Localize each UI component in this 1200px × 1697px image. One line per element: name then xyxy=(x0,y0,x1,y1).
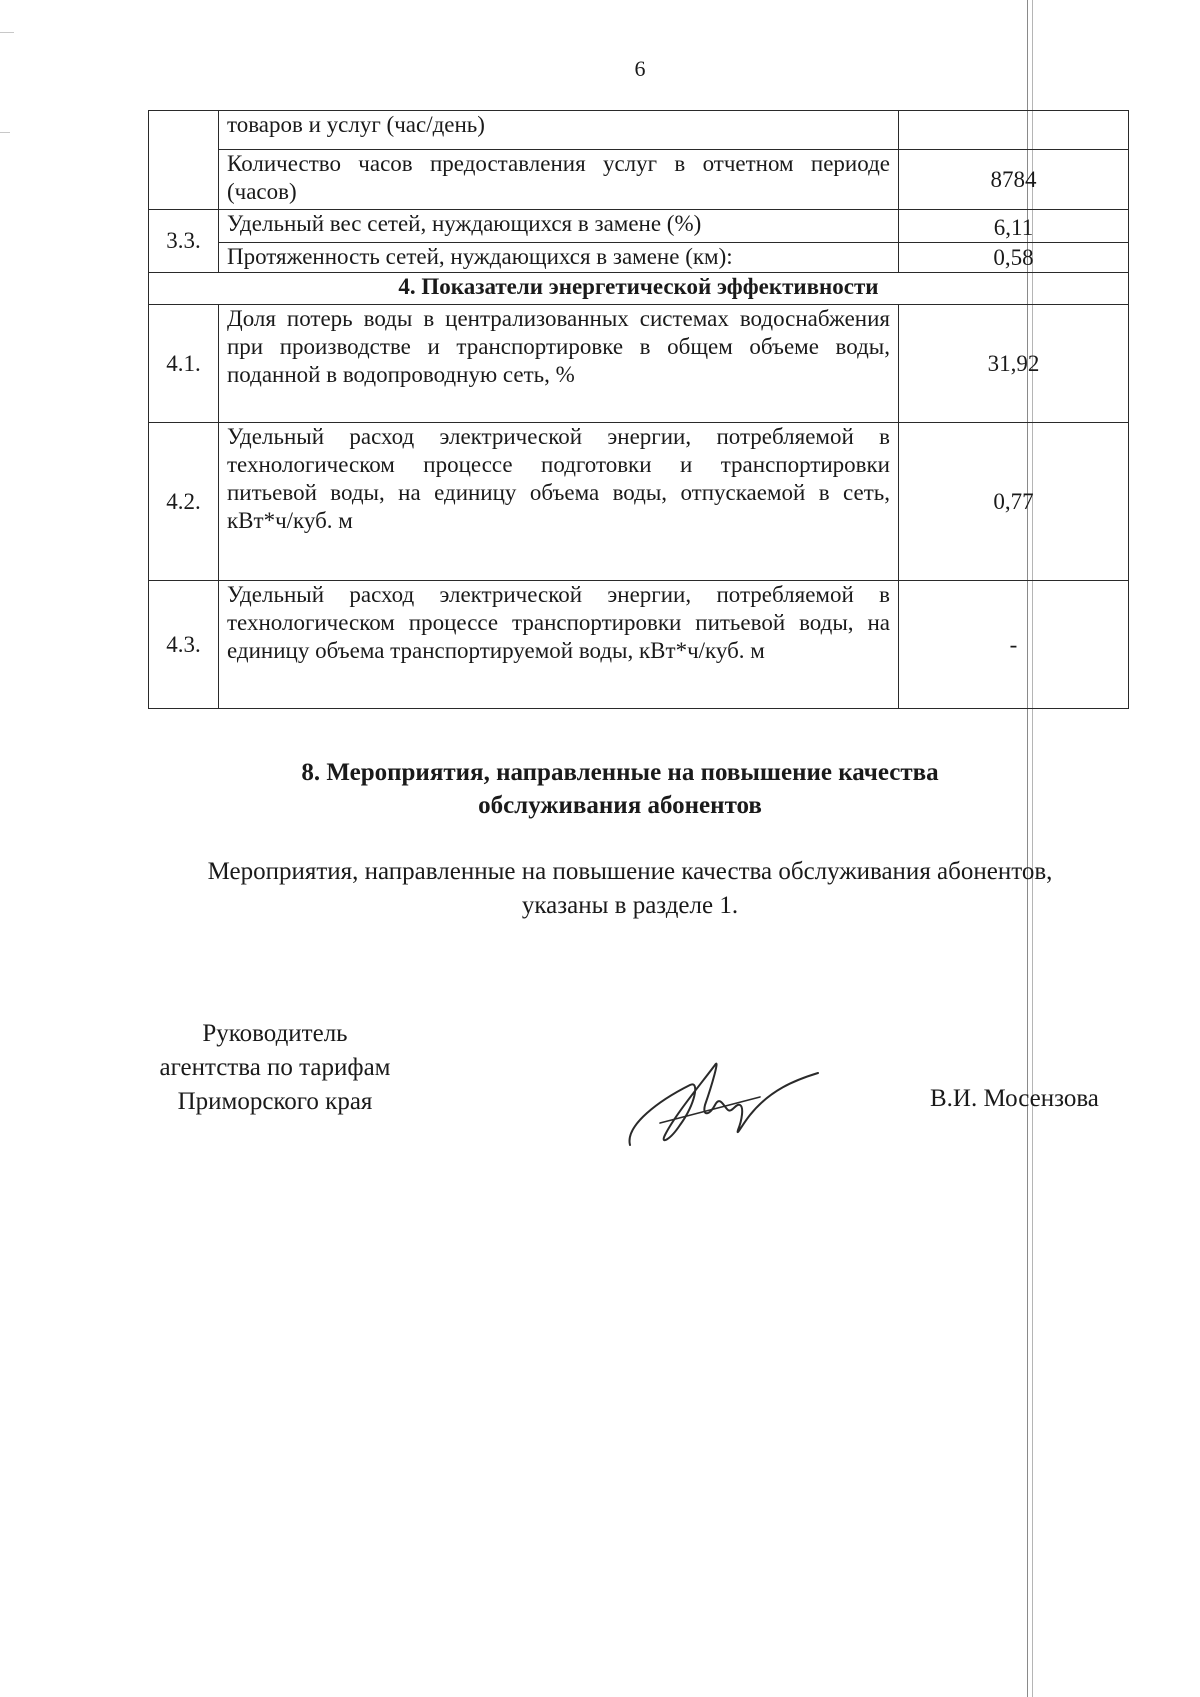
table-row xyxy=(149,305,1129,423)
row-description: Удельный расход электрической энергии, потребляемой в технологическом процессе подготовки и транспортировки питьевой воды, на единицу объема воды, отпускаемой в сеть, кВт*ч/куб. м xyxy=(219,423,899,581)
row-number xyxy=(149,111,219,210)
section-heading: 4. Показатели энергетической эффективности xyxy=(149,273,1129,305)
row-number: 4.1. xyxy=(149,305,219,423)
scan-margin-mark xyxy=(0,32,14,33)
table-row xyxy=(149,150,1129,210)
signer-role-line: Руководитель xyxy=(202,1020,348,1047)
row-value: 0,77 xyxy=(899,423,1129,581)
table-row xyxy=(149,111,1129,150)
signer-role-line: Приморского края xyxy=(177,1088,373,1115)
handwritten-signature xyxy=(620,1045,820,1155)
indicators-table xyxy=(148,110,1129,709)
row-description: товаров и услуг (час/день) xyxy=(219,111,899,150)
signer-role-line: агентства по тарифам xyxy=(159,1054,391,1081)
row-value xyxy=(899,111,1129,150)
scan-margin-mark xyxy=(0,132,10,133)
row-description: Доля потерь воды в централизованных системах водоснабжения при производстве и транспортировке в общем объеме воды, поданной в водопроводную сеть, % xyxy=(219,305,899,423)
row-number: 4.3. xyxy=(149,581,219,709)
table-row xyxy=(149,423,1129,581)
row-number: 3.3. xyxy=(149,210,219,273)
row-value: - xyxy=(899,581,1129,709)
signer-name: В.И. Мосензова xyxy=(930,1085,1099,1112)
row-value: 6,11 xyxy=(899,210,1129,243)
table-row xyxy=(149,581,1129,709)
row-description: Количество часов предоставления услуг в отчетном периоде (часов) xyxy=(219,150,899,210)
section-8-title: 8. Мероприятия, направленные на повышение качества обслуживания абонентов xyxy=(301,759,939,819)
row-value: 31,92 xyxy=(899,305,1129,423)
table-section-row xyxy=(149,273,1129,305)
page-number: 6 xyxy=(634,56,646,81)
row-description: Протяженность сетей, нуждающихся в замене (км): xyxy=(219,243,899,273)
row-description: Удельный расход электрической энергии, потребляемой в технологическом процессе транспортировки питьевой воды, на единицу объема транспортируемой воды, кВт*ч/куб. м xyxy=(219,581,899,709)
table-row xyxy=(149,243,1129,273)
row-value: 8784 xyxy=(899,150,1129,210)
row-description: Удельный вес сетей, нуждающихся в замене (%) xyxy=(219,210,899,243)
section-8-text: Мероприятия, направленные на повышение качества обслуживания абонентов, указаны в разделе 1. xyxy=(207,858,1053,919)
table-row xyxy=(149,210,1129,243)
signer-role xyxy=(120,1017,430,1119)
row-value: 0,58 xyxy=(899,243,1129,273)
row-number: 4.2. xyxy=(149,423,219,581)
